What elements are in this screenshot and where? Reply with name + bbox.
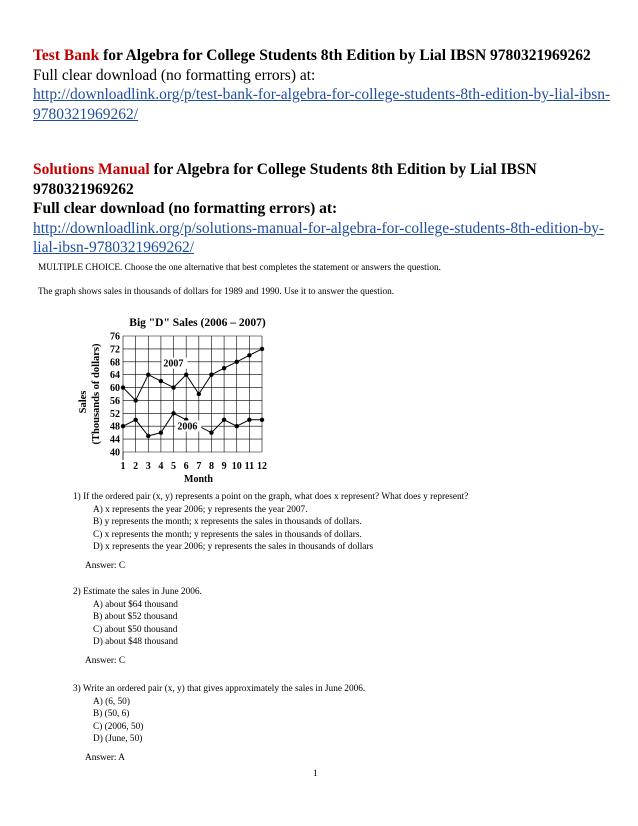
y-axis-label-units: (Thousands of dollars) <box>91 343 102 445</box>
option-c[interactable]: C) x represents the month; y represents the sales in thousands of dollars. <box>93 529 362 540</box>
data-point <box>159 379 163 383</box>
solutions-label: Solutions Manual <box>33 161 150 178</box>
y-tick-label: 52 <box>110 408 120 420</box>
data-point <box>171 385 175 389</box>
y-tick-label: 72 <box>110 344 120 356</box>
option-b[interactable]: B) y represents the month; x represents the sales in thousands of dollars. <box>93 517 362 528</box>
answer: Answer: C <box>85 655 126 666</box>
option-d[interactable]: D) (June, 50) <box>93 734 143 745</box>
test-bank-label: Test Bank <box>33 47 100 64</box>
series-label: 2007 <box>163 358 184 370</box>
y-tick-label: 76 <box>110 331 120 343</box>
data-point <box>260 347 264 351</box>
data-point <box>171 411 175 415</box>
option-a[interactable]: A) about $64 thousand <box>93 599 178 610</box>
data-point <box>260 418 264 422</box>
data-point <box>197 392 201 396</box>
option-b[interactable]: B) (50, 6) <box>93 709 130 720</box>
data-point <box>121 385 125 389</box>
data-point <box>184 372 188 376</box>
x-tick-label: 10 <box>231 461 242 472</box>
y-tick-label: 68 <box>110 357 120 369</box>
instructions: MULTIPLE CHOICE. Choose the one alternative that best completes the statement or answers the question. <box>38 263 441 273</box>
y-tick-label: 48 <box>110 421 120 433</box>
question-1 <box>73 491 468 573</box>
x-axis-label: Month <box>184 474 213 485</box>
question-text: 1) If the ordered pair (x, y) represents a point on the graph, what does x represent? What does y represent? <box>73 492 469 502</box>
option-a[interactable]: A) x represents the year 2006; y represents the year 2007. <box>93 504 308 515</box>
data-point <box>146 434 150 438</box>
x-tick-label: 9 <box>221 461 227 472</box>
option-d[interactable]: D) x represents the year 2006; y represents the sales in thousands of dollars <box>93 542 374 553</box>
download-line: Full clear download (no formatting errors) at: <box>33 66 316 84</box>
y-tick-label: 64 <box>110 370 120 382</box>
graph-intro: The graph shows sales in thousands of dollars for 1989 and 1990. Use it to answer the question. <box>38 287 395 297</box>
data-point <box>146 372 150 376</box>
x-tick-label: 2 <box>133 461 139 472</box>
answer: Answer: A <box>85 752 126 763</box>
y-axis-label: Sales <box>78 390 89 414</box>
data-point <box>209 372 213 376</box>
x-tick-label: 7 <box>196 461 202 472</box>
y-tick-label: 40 <box>110 447 120 459</box>
y-tick-label: 56 <box>110 395 120 407</box>
y-tick-label: 60 <box>110 383 120 395</box>
x-tick-label: 1 <box>120 461 126 472</box>
download-line-bold: Full clear download (no formatting errors) at: <box>33 200 338 217</box>
x-tick-label: 6 <box>183 461 189 472</box>
y-tick-label: 44 <box>110 434 120 446</box>
series-label: 2006 <box>177 421 198 433</box>
data-point <box>222 366 226 370</box>
x-tick-label: 4 <box>158 461 164 472</box>
data-point <box>133 398 137 402</box>
x-tick-label: 12 <box>257 461 267 472</box>
data-point <box>222 418 226 422</box>
data-point <box>247 353 251 357</box>
data-point <box>209 430 213 434</box>
data-point <box>121 424 125 428</box>
question-text: 3) Write an ordered pair (x, y) that gives approximately the sales in June 2006. <box>73 684 366 694</box>
chart-title: Big "D" Sales (2006 – 2007) <box>129 317 266 329</box>
x-tick-label: 5 <box>171 461 177 472</box>
option-b[interactable]: B) about $52 thousand <box>93 612 178 623</box>
data-point <box>235 360 239 364</box>
solutions-title: for Algebra for College Students 8th Edition by Lial IBSN 9780321969262 <box>33 161 537 198</box>
data-point <box>159 430 163 434</box>
test-bank-title: for Algebra for College Students 8th Edition by Lial IBSN 9780321969262 <box>99 47 591 64</box>
question-2 <box>73 586 202 668</box>
page-number: 1 <box>313 769 318 779</box>
option-d[interactable]: D) about $48 thousand <box>93 637 178 648</box>
option-c[interactable]: C) about $50 thousand <box>93 624 178 635</box>
answer: Answer: C <box>85 560 126 571</box>
x-tick-label: 8 <box>208 461 214 472</box>
option-c[interactable]: C) (2006, 50) <box>93 721 144 732</box>
data-point <box>133 418 137 422</box>
x-tick-label: 11 <box>244 461 255 472</box>
data-point <box>235 424 239 428</box>
question-text: 2) Estimate the sales in June 2006. <box>73 587 202 597</box>
solutions-link[interactable]: http://downloadlink.org/p/solutions-manual-for-algebra-for-college-students-8th-edition-by-lial-ibsn-9780321969262/ <box>33 219 605 256</box>
test-bank-link[interactable]: http://downloadlink.org/p/test-bank-for-algebra-for-college-students-8th-edition-by-lial-ibsn-9780321969262/ <box>33 86 611 123</box>
x-tick-label: 3 <box>145 461 151 472</box>
question-3 <box>73 683 365 765</box>
option-a[interactable]: A) (6, 50) <box>93 696 130 707</box>
data-point <box>247 418 251 422</box>
